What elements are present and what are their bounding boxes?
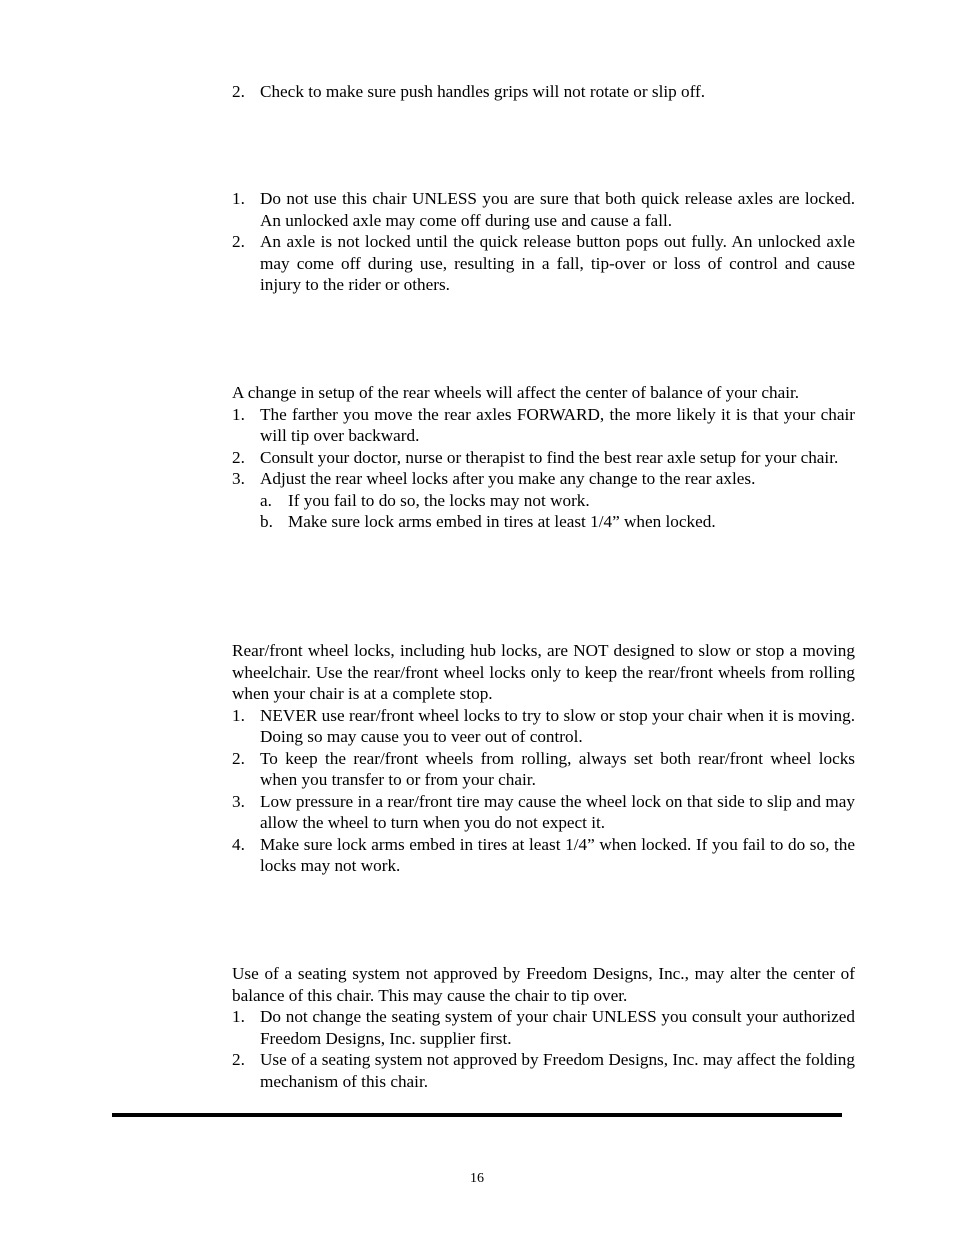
list-text: NEVER use rear/front wheel locks to try to slow or stop your chair when it is moving. Doing so may cause you to veer out of control.	[260, 705, 855, 746]
page-number: 16	[470, 1171, 484, 1186]
intro-paragraph: Use of a seating system not approved by Freedom Designs, Inc., may alter the center of balance of this chair. This may cause the chair to tip over.	[232, 964, 855, 1005]
list-number: 3.	[232, 469, 245, 488]
list-number: 2.	[232, 748, 245, 768]
list-item	[232, 81, 855, 103]
list-number: 4.	[232, 834, 245, 854]
list-item	[232, 748, 855, 791]
list-item	[232, 468, 855, 490]
list-number: 1.	[232, 189, 245, 208]
footer-rule	[112, 1113, 842, 1117]
list-text: Do not use this chair UNLESS you are sure that both quick release axles are locked. An unlocked axle may come off during use and cause a fall.	[260, 189, 855, 230]
list-number: 2.	[232, 447, 245, 467]
list-text: Check to make sure push handles grips will not rotate or slip off.	[260, 82, 706, 101]
list-number: 1.	[232, 705, 245, 725]
section-push-handles	[232, 81, 855, 103]
sub-list-item	[260, 490, 855, 512]
sub-list-item	[260, 511, 855, 533]
list-number: 2.	[232, 1050, 245, 1069]
list-item	[232, 834, 855, 877]
list-text: To keep the rear/front wheels from rolling, always set both rear/front wheel locks when you transfer to or from your chair.	[260, 748, 855, 789]
list-number: 1.	[232, 404, 245, 424]
list-item	[232, 447, 855, 469]
list-number: 2.	[232, 232, 245, 251]
sub-list-letter: a.	[260, 490, 272, 510]
list-number: 1.	[232, 1007, 245, 1026]
intro-paragraph: A change in setup of the rear wheels will affect the center of balance of your chair.	[232, 383, 800, 402]
list-item	[232, 791, 855, 834]
list-text: An axle is not locked until the quick release button pops out fully. An unlocked axle may come off during use, resulting in a fall, tip-over or loss of control and cause injury to the rider or others.	[260, 232, 855, 294]
list-item	[232, 1049, 855, 1092]
list-item	[232, 404, 855, 447]
list-text: Make sure lock arms embed in tires at least 1/4” when locked. If you fail to do so, the locks may not work.	[260, 834, 855, 875]
section-wheel-locks	[232, 640, 855, 877]
section-seating-system	[232, 963, 855, 1092]
list-text: Adjust the rear wheel locks after you make any change to the rear axles.	[260, 469, 756, 488]
intro-paragraph: Rear/front wheel locks, including hub locks, are NOT designed to slow or stop a moving wheelchair. Use the rear/front wheel locks only to keep the rear/front wheels from rolling when your chair is at a complete stop.	[232, 641, 855, 703]
list-text: Consult your doctor, nurse or therapist to find the best rear axle setup for your chair.	[260, 447, 839, 467]
list-text: Low pressure in a rear/front tire may cause the wheel lock on that side to slip and may allow the wheel to turn when you do not expect it.	[260, 791, 855, 832]
list-item	[232, 231, 855, 296]
list-item	[232, 1006, 855, 1049]
sub-list-letter: b.	[260, 512, 273, 531]
list-text: Use of a seating system not approved by Freedom Designs, Inc. may affect the folding mechanism of this chair.	[260, 1050, 855, 1091]
section-quick-release-axles	[232, 188, 855, 296]
sub-list-text: If you fail to do so, the locks may not work.	[288, 490, 590, 510]
list-text: The farther you move the rear axles FORWARD, the more likely it is that your chair will tip over backward.	[260, 404, 855, 445]
list-number: 3.	[232, 791, 245, 811]
list-item	[232, 188, 855, 231]
section-rear-wheel-setup	[232, 382, 855, 533]
list-text: Do not change the seating system of your chair UNLESS you consult your authorized Freedom Designs, Inc. supplier first.	[260, 1007, 855, 1048]
list-item	[232, 705, 855, 748]
list-number: 2.	[232, 82, 245, 101]
sub-list-text: Make sure lock arms embed in tires at least 1/4” when locked.	[288, 512, 716, 531]
